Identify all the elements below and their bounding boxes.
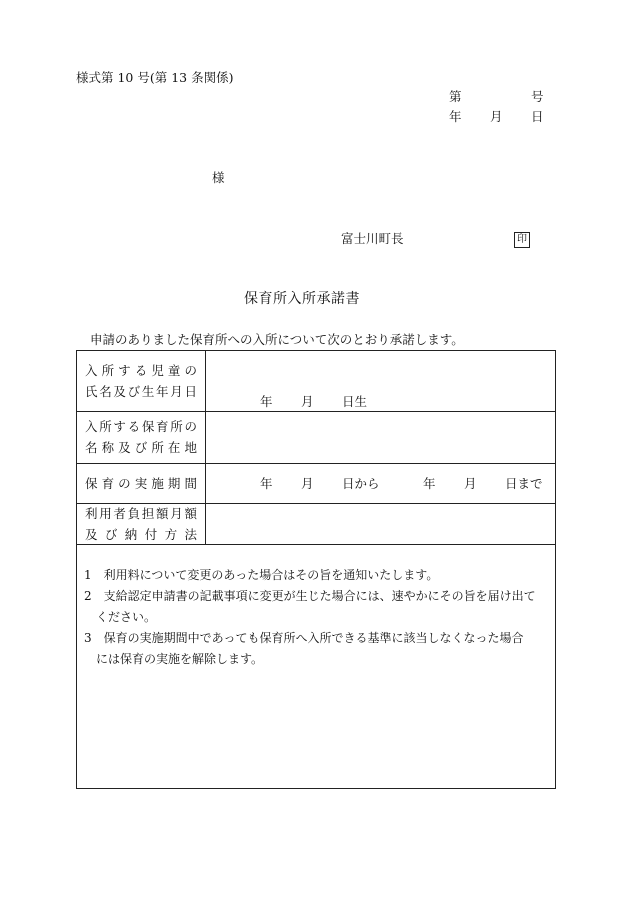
start-month: 月 <box>301 476 314 491</box>
start-day: 日から <box>342 476 380 491</box>
child-label <box>85 365 197 398</box>
child-label-line2: 氏名及び生年月日 <box>85 383 197 399</box>
date-year: 年 <box>449 109 462 124</box>
number-suffix: 号 <box>531 89 544 104</box>
birth-year: 年 <box>260 394 273 409</box>
row-divider <box>77 503 555 504</box>
end-year: 年 <box>423 476 436 491</box>
fee-label-line2: 及び納付方法 <box>85 526 197 542</box>
note-1: 1 利用料について変更のあった場合はその旨を通知いたします。 <box>84 568 439 582</box>
form-number: 様式第 10 号(第 13 条関係) <box>76 70 234 85</box>
fee-label <box>85 508 197 541</box>
intro-text: 申請のありました保育所への入所について次のとおり承諾します。 <box>90 332 464 347</box>
facility-label-line1: 入所する保育所の <box>85 419 197 434</box>
number-prefix: 第 <box>449 89 462 104</box>
birth-day: 日生 <box>342 394 368 409</box>
period-label-text: 保育の実施期間 <box>85 476 197 491</box>
period-label <box>85 478 197 491</box>
date-month: 月 <box>490 109 503 124</box>
note-3-line2: には保育の実施を解除します。 <box>96 652 264 666</box>
seal-mark: 印 <box>514 232 530 248</box>
row-divider <box>77 463 555 464</box>
sender-title: 富士川町長 <box>341 231 404 246</box>
fee-label-line1: 利用者負担額月額 <box>85 506 197 521</box>
column-divider <box>205 351 206 544</box>
date-day: 日 <box>531 109 544 124</box>
note-2-line1: 2 支給認定申請書の記載事項に変更が生じた場合には、速やかにその旨を届け出て <box>84 589 536 603</box>
note-3-line1: 3 保育の実施期間中であっても保育所へ入所できる基準に該当しなくなった場合 <box>84 631 524 645</box>
birth-month: 月 <box>301 394 314 409</box>
row-divider <box>77 411 555 412</box>
child-label-line1: 入所する児童の <box>85 363 197 378</box>
row-divider <box>77 544 555 545</box>
note-2-line2: ください。 <box>96 610 157 624</box>
end-day: 日まで <box>505 476 543 491</box>
start-year: 年 <box>260 476 273 491</box>
facility-label <box>85 421 197 454</box>
end-month: 月 <box>464 476 477 491</box>
addressee-honorific: 様 <box>212 170 225 185</box>
facility-label-line2: 名称及び所在地 <box>85 439 197 455</box>
document-title: 保育所入所承諾書 <box>244 291 360 307</box>
